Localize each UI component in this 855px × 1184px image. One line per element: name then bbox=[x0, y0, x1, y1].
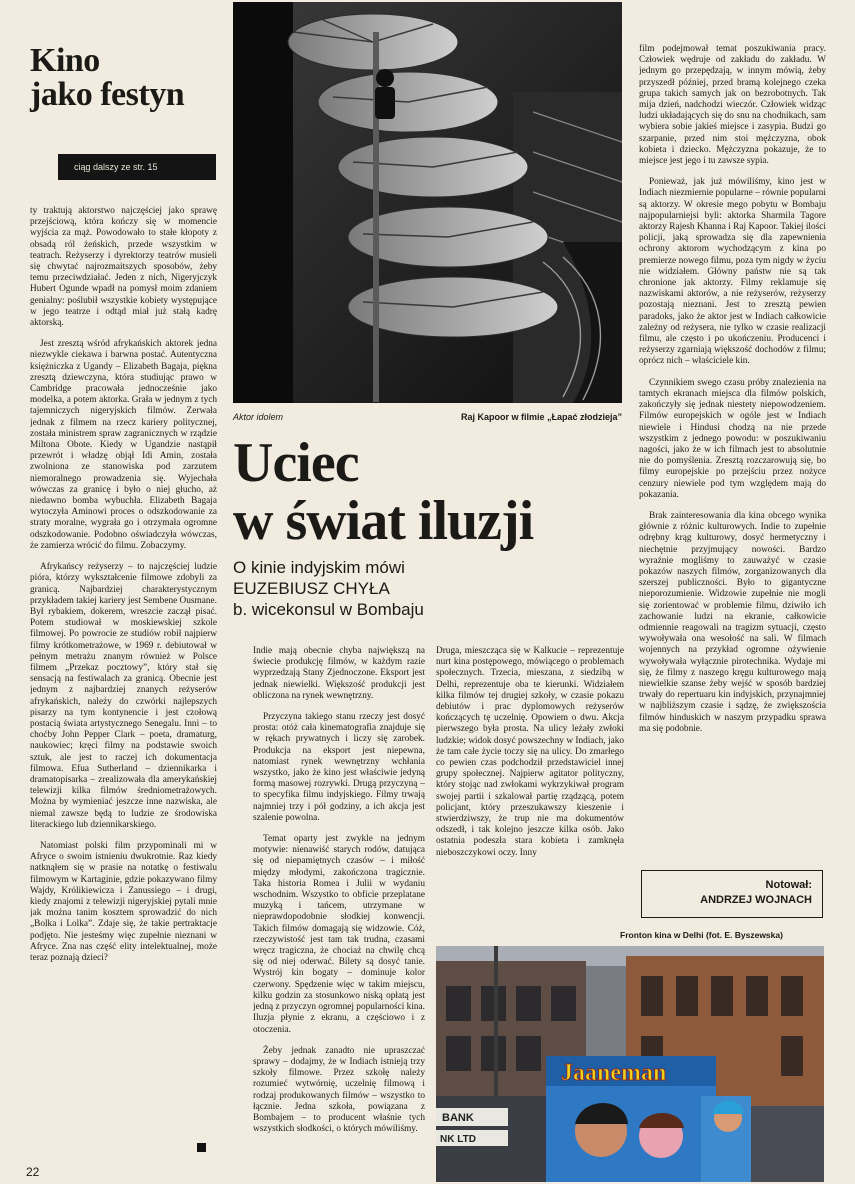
headline-line2: w świat iluzji bbox=[233, 490, 534, 552]
middle-column-paragraph: Żeby jednak zanadto nie upraszczać sprawy – dodajmy, że w Indiach istnieją trzy szkoły filmowe. Przez szkołę należy rozumieć wytwórnię, uczelnię filmową i rodzaj produkowanych filmów – wszystko to łącznie. Jedna szkoła, powiązana z Bombajem – to producent właśnie tych wszystkich słodkości, o których mówiliśmy. bbox=[253, 1045, 425, 1135]
middle-column bbox=[253, 646, 425, 1166]
continued-label: ciąg dalszy ze str. 15 bbox=[58, 154, 216, 180]
page-number: 22 bbox=[26, 1165, 40, 1179]
bank-sign: BANK bbox=[442, 1112, 474, 1124]
right-column-paragraph: Ponieważ, jak już mówiliśmy, kino jest w Indiach niezmiernie popularne – równie popularni są aktorzy. W okresie mego pobytu w Bombaju najpopularniejsi byli: aktorka Sharmila Tagore aktorzy Rajesh Khanna i Raj Kapoor. Takiej ilości policji, jaką sprowadza się dla zapewnienia ochrony aktorom wychodzącym z kina po premierze nowego filmu, poza tym nigdy w życiu nie widziałem. Główny państw nie są tak chronione jak aktorzy. Filmy reklamuje się nazwiskami aktorów, a nie reżyserów, reżyserzy pozostają nieznani. Jest to zresztą pewien paradoks, jako że aktor jest w Indiach całkowicie zależny od reżysera, nie tylko w czasie realizacji filmu, ale często i po ukończeniu. Producenci i reżyserzy zgarniają większość dochodów z filmu; oprócz nich – właściciele kin. bbox=[639, 177, 826, 367]
bottom-photo-caption: Fronton kina w Delhi (fot. E. Byszewska) bbox=[620, 930, 783, 940]
left-column-paragraph: ty traktują aktorstwo najczęściej jako sprawę przejściową, która kończy się w momencie wyjścia za mąż. Powodowało to stałe kłopoty z obsadą ról żeńskich, przede wszystkim w teatrach. Reżyserzy i dyrektorzy teatrów musieli się chwytać najrozmaitszych sposobów, żeby temu przeciwdziałać. Jeden z nich, Nigeryjczyk Hubert Ogunde wpadł na pomysł moim zdaniem genialny: poślubił wszystkie kobiety występujące w jego teatrze i odtąd miał już stałą kadrę aktorską. bbox=[30, 206, 217, 329]
top-photo-caption-right: Raj Kapoor w filmie „Łapać złodzieja” bbox=[460, 412, 622, 422]
subheadline-line3: b. wicekonsul w Bombaju bbox=[233, 600, 424, 619]
spiral-staircase-image bbox=[233, 2, 622, 403]
left-column bbox=[30, 206, 217, 1138]
top-photo-caption-left: Aktor idolem bbox=[233, 412, 284, 422]
center-column-paragraph: Druga, mieszcząca się w Kalkucie – reprezentuje nurt kina postępowego, mówiącego o problemach społecznych. Trzecia, mieszana, z siedzibą w Delhi, reprezentuje oba te kierunki. Widziałem kilka filmów tej drugiej szkoły, w czasie pokazu debiutów i prac dyplomowych reżyserów kończących tę uczelnię. Opowiem o dwu. Akcja pierwszego była prosta. Na ulicy leżały zwłoki ludzkie; widok dosyć powszechny w Indiach, jako że tam całe życie toczy się na ulicy. Do zmarłego co pewien czas podchodził przedstawiciel innej grupy społecznej. Najpierw agitator polityczny, który stojąc nad zwłokami wykrzykiwał program swojej partii i szkalował partię rządzącą, potem policjant, który przeszukawszy kieszenie i stwierdziwszy, że trup nie ma dokumentów odszedł, i tak kolejno jeszcze kilka osób. Jako ostatnia podeszła stara kobieta i zamknęła nieboszczykowi oczy. Inny bbox=[436, 646, 624, 858]
byline-box bbox=[641, 870, 823, 918]
headline-line1: Uciec bbox=[233, 432, 359, 494]
kicker-title-line1: Kino bbox=[30, 42, 100, 79]
right-column-paragraph: Brak zainteresowania dla kina obcego wynika głównie z różnic kulturowych. Indie to zupełnie odrębny krąg kulturowy, dosyć hermetyczny i niechętnie przyjmujący nowości. Bardzo wyraźnie mogliśmy to zauważyć w czasie pokazów naszych filmów, zorganizowanych dla szerszej publiczności. Było to gigantyczne nieporozumienie. Widzowie zupełnie nie mogli się zorientować w problemie filmu, dziwiło ich zachowanie ludzi na ekranie, całkowicie odmiennie reagowali na tragizm sytuacji, często wywoływała ona wesołość na sali. W filmach wojennych na przykład ogromne ożywienie wywoływała wyłącznie pirotechnika. Wydaje mi się, że filmy z naszego kręgu kulturowego mają niewielkie szanse żeby wejść w sposób bardziej trwały do repertuaru kin indyjskich, przynajmniej w najbliższym czasie i sądzę, że zwiększościa filmów hinduskich w naszym przypadku sprawa ma się podobnie. bbox=[639, 510, 826, 734]
subheadline-line2: EUZEBIUSZ CHYŁA bbox=[233, 579, 390, 598]
right-column-paragraph: film podejmował temat poszukiwania pracy. Człowiek wędruje od zakładu do zakładu. W jednym go przepędzają, w innym mówią, żeby przyszedł później, przed bramą kolejnego czeka grupa takich samych jak on bezrobotnych. Tak mija dzień, nadchodzi wieczór. Człowiek widząc ludzi układających się do snu na chodnikach, sam wybiera sobie jakieś miejsce i zasypia. Budzi go szarpanie, przed nim stoi mężczyzna, obok kobieta i dziecko. Mężczyzna pokazuje, że to miejsce jest jego i tu zawsze sypia. bbox=[639, 44, 826, 167]
kicker-title bbox=[30, 44, 230, 112]
middle-column-paragraph: Temat oparty jest zwykle na jednym motywie: nienawiść starych rodów, datująca się od niepamiętnych czasów – i miłość między młodymi, zakończona tragicznie. Taka historia Romea i Julii w wydaniu wschodnim. Wszystko to obficie przeplatane muzyką i tańcem, utrzymane w nieprawdopodobnie słodkiej konwencji. Takich filmów domagają się widzowie. Cóż, rzeczywistość jest tam tak trudna, czasami wręcz tragiczna, że chociaż na chwilę chcą się od niej oderwać. Bilety są dosyć tanie. Wystrój kin bogaty – dominuje kolor czerwony. Spędzenie więc w takim miejscu, kilku godzin za stosunkowo niską opłatą jest jedną z przyczyn ogromnej popularności kina. Iluzja płynie z ekranu, a częściowo i z otoczenia. bbox=[253, 834, 425, 1035]
left-column-paragraph: Afrykańscy reżyserzy – to najczęściej ludzie pióra, którzy wykształcenie filmowe zdobyli za granicą. Najbardziej charakterystycznym przykładem takiej kariery jest Sembene Ousmane. Był rybakiem, dokerem, wreszcie zaczął pisać. Potem studiował w moskiewskiej szkole filmowej. Po powrocie ze studiów robił najpierw filmy krótkometrażowe, w 1969 r. debiutował w pełnym metrażu znanym również w Polsce filmem „Przekaz pocztowy”, który stał się sensacją na festiwalach za granicą. Obecnie jest jednym z najbardziej znanych reżyserów afrykańskich, należy do czwórki najlepszych pisarzy na tym kontynencie i jest czołową postacią świata artystycznego Senegalu. Inni – to choćby John Pepper Clark – poeta, dramaturg, naukowiec; kręci filmy na podstawie swoich sztuk, ale jest to raczej ich dokumentacja filmowa. Efua Sutherland – dziennikarka i dramatopisarka – zrealizowała dla amerykańskiej telewizji kilka filmów średniometrażowych. Można by wymieniać jeszcze inne nazwiska, ale niemal zawsze będą to ludzie ze środowiska literackiego lub dziennikarskiego. bbox=[30, 562, 217, 830]
right-column bbox=[639, 44, 826, 860]
middle-column-paragraph: Przyczyna takiego stanu rzeczy jest dosyć prosta: otóż cała kinematografia znajduje się w rękach prywatnych i liczy się zarobek. Produkcja na eksport jest niepewna, natomiast rynek wewnętrzny wchłania wszystko, jako że kino jest właściwie jedyną formą masowej rozrywki. Drugą przyczyną – to specyfika filmu indyjskiego. Filmy trwają najmniej trzy i pół godziny, a ich akcja jest szalenie powolna. bbox=[253, 712, 425, 823]
article-end-mark bbox=[197, 1143, 206, 1152]
byline-name: ANDRZEJ WOJNACH bbox=[700, 894, 812, 906]
ltd-sign: NK LTD bbox=[440, 1134, 476, 1145]
byline-label: Notował: bbox=[765, 879, 812, 891]
cinema-facade-image bbox=[436, 946, 824, 1182]
subheadline bbox=[233, 557, 633, 620]
right-column-paragraph: Czynnikiem swego czasu próby znalezienia na tamtych ekranach miejsca dla filmów polskich, zakończyły się jednak niestety niepowodzeniem. Filmów europejskich w ogóle jest w Indiach niewiele i Hindusi chodzą na nie przede wszystkim z jednego powodu: w poszukiwaniu nagości, jako że w ich filmach jest to absolutnie nie do pomyślenia. Zresztą rozczarowują się, bo filmy europejskie po przejściu przez nożyce cenzury niewiele pod tym względem mają do pokazania. bbox=[639, 377, 826, 500]
top-photo bbox=[233, 2, 622, 403]
subheadline-line1: O kinie indyjskim mówi bbox=[233, 558, 405, 577]
left-column-paragraph: Jest zresztą wśród afrykańskich aktorek jedna niezwykle ciekawa i barwna postać. Autentyczna księżniczka z Ugandy – Elizabeth Bagaja, piękna zresztą dziewczyna, która studiując prawo w Cambridge pracowała jednocześnie jako modelka, a potem aktorka. Grała w jednym z tych tajemniczych nigeryjskich filmów. Zerwała jednak z filmem na rzecz kariery politycznej, została ministrem spraw zagranicznych w rządzie Miltona Obote. Kiedy w Ugandzie nastąpił przewrót i władzę objął Idi Amin, została zwolniona ze stanowiska pod zarzutem niemoralnego prowadzenia się. Wyjechała wówczas za granicę i było o niej głucho, aż niedawno bomba wybuchła. Elizabeth Bagaja wytoczyła Aminowi proces o odszkodowanie za straty moralne, wygrała go i otrzymała ogromne odszkodowanie. Podobno oświadczyła wówczas, że zamierza wrócić do filmu. Zobaczymy. bbox=[30, 339, 217, 551]
center-column bbox=[436, 646, 624, 928]
headline bbox=[233, 434, 633, 550]
bottom-photo bbox=[436, 946, 824, 1182]
left-column-paragraph: Natomiast polski film przypominali mi w Afryce o swoim istnieniu dwukrotnie. Raz kiedy natknąłem się w prasie na notatkę o festiwalu filmowym w Kartaginie, gdzie pokazywano filmy Wajdy, Królikiewicza i Zanussiego – i drugi, kiedy znajomi z telewizji nigeryjskiej pytali mnie jak można tanim kosztem sprowadzić do nich „Bolka i Lolka”. Zdaje się, że takie pertraktacje podjęto. Nie jesteśmy więc zupełnie nieznani w Afryce. Zna nas część elity intelektualnej, może teraz poznają dzieci? bbox=[30, 840, 217, 963]
billboard-title: Jaaneman bbox=[561, 1060, 667, 1086]
kicker-title-line2: jako festyn bbox=[30, 76, 185, 113]
middle-column-paragraph: Indie mają obecnie chyba największą na świecie produkcję filmów, w każdym razie wyprzedzają Stany Zjednoczone. Eksport jest jednak niewielki. Większość produkcji jest obliczona na rynek wewnętrzny. bbox=[253, 646, 425, 701]
